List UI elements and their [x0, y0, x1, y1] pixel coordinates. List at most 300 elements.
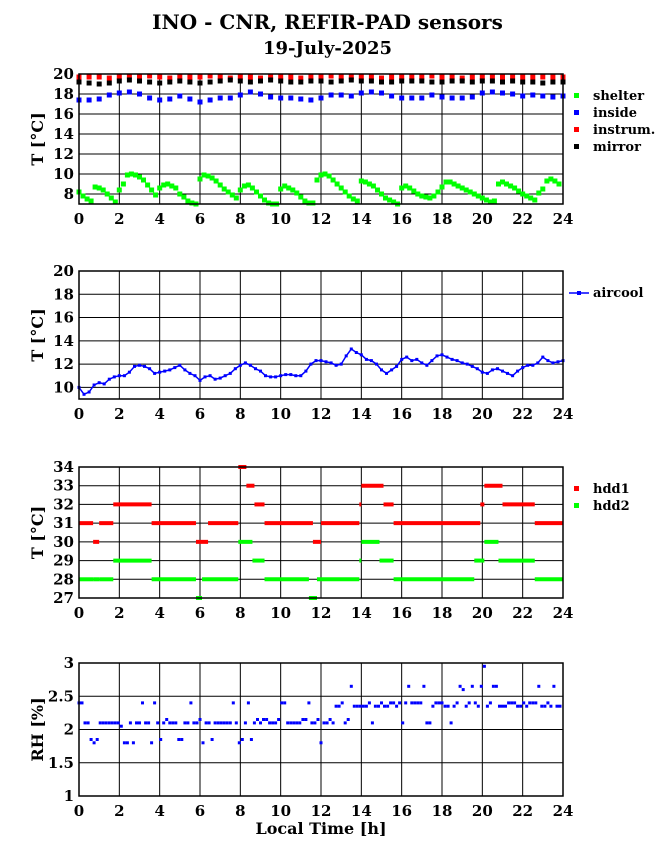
data-point	[194, 374, 197, 377]
data-point	[537, 685, 540, 688]
data-point	[277, 718, 280, 721]
panel-2	[28, 262, 643, 423]
data-point	[232, 701, 235, 704]
data-point	[178, 364, 181, 367]
data-point	[429, 93, 434, 98]
data-point	[107, 93, 112, 98]
data-point	[298, 97, 303, 102]
data-point	[530, 75, 535, 80]
data-point	[350, 348, 353, 351]
data-point	[476, 367, 479, 370]
data-point	[183, 721, 186, 724]
y-tick-label: 3	[63, 654, 74, 672]
data-point	[453, 705, 456, 708]
data-point	[268, 95, 273, 100]
data-point	[258, 79, 263, 84]
data-point	[208, 80, 213, 85]
data-point	[114, 721, 117, 724]
data-point	[395, 365, 398, 368]
data-point	[141, 178, 146, 183]
data-point	[149, 188, 154, 193]
data-point	[132, 741, 135, 744]
data-point	[211, 738, 214, 741]
data-point	[138, 364, 141, 367]
data-point	[208, 98, 213, 103]
x-tick-label: 12	[310, 210, 332, 228]
data-point	[557, 360, 560, 363]
data-point	[520, 75, 525, 80]
data-point	[338, 705, 341, 708]
data-point	[329, 93, 334, 98]
data-point	[374, 705, 377, 708]
data-point	[308, 98, 313, 103]
y-axis-label: T [°C]	[28, 112, 47, 166]
data-point	[500, 80, 505, 85]
data-point	[137, 79, 142, 84]
data-point	[108, 378, 111, 381]
legend	[574, 89, 655, 155]
data-point	[345, 354, 348, 357]
data-point	[126, 741, 129, 744]
data-point	[460, 96, 465, 101]
data-point	[409, 79, 414, 84]
data-point	[157, 75, 162, 80]
data-point	[234, 367, 237, 370]
data-point	[530, 93, 535, 98]
x-tick-label: 8	[235, 405, 246, 423]
data-point	[271, 721, 274, 724]
x-tick-label: 0	[73, 802, 85, 820]
x-tick-label: 0	[73, 604, 85, 622]
data-point	[419, 701, 422, 704]
data-point	[549, 705, 552, 708]
data-point	[87, 98, 92, 103]
data-point	[253, 721, 256, 724]
data-point	[339, 93, 344, 98]
data-point	[491, 368, 494, 371]
x-tick-label: 4	[154, 802, 165, 820]
data-point	[268, 78, 273, 83]
x-tick-label: 2	[114, 210, 125, 228]
data-point	[492, 685, 495, 688]
data-point	[520, 94, 525, 99]
data-point	[187, 75, 192, 80]
data-point	[163, 370, 166, 373]
data-point	[332, 721, 335, 724]
data-point	[399, 96, 404, 101]
data-point	[513, 701, 516, 704]
data-point	[390, 368, 393, 371]
data-point	[510, 92, 515, 97]
data-point	[93, 384, 96, 387]
data-point	[379, 91, 384, 96]
panel-4	[28, 654, 573, 838]
y-tick-label: 31	[53, 514, 74, 533]
data-point	[471, 685, 474, 688]
data-point	[120, 725, 123, 728]
data-point	[127, 90, 132, 95]
data-point	[425, 364, 428, 367]
y-tick-label: 1.5	[47, 753, 74, 772]
data-point	[234, 196, 239, 201]
data-point	[349, 94, 354, 99]
x-tick-label: 18	[431, 210, 453, 228]
data-point	[383, 705, 386, 708]
x-tick-label: 14	[350, 604, 372, 622]
legend-swatch	[574, 93, 579, 98]
data-point	[347, 718, 350, 721]
data-point	[148, 367, 151, 370]
legend	[574, 482, 630, 514]
data-point	[107, 76, 112, 81]
data-point	[510, 79, 515, 84]
data-point	[307, 701, 310, 704]
data-point	[380, 368, 383, 371]
data-point	[241, 738, 244, 741]
data-point	[189, 701, 192, 704]
y-tick-label: 14	[53, 125, 74, 143]
data-point	[492, 199, 497, 204]
data-point	[546, 701, 549, 704]
data-point	[128, 371, 131, 374]
data-point	[419, 79, 424, 84]
y-tick-label: 18	[53, 285, 74, 304]
data-point	[355, 351, 358, 354]
data-point	[398, 701, 401, 704]
legend-label: instrum.	[593, 123, 655, 138]
data-point	[274, 721, 277, 724]
data-point	[87, 75, 92, 80]
data-point	[127, 78, 132, 83]
data-point	[262, 718, 265, 721]
data-point	[496, 367, 499, 370]
data-point	[218, 96, 223, 101]
data-point	[456, 701, 459, 704]
data-point	[278, 96, 283, 101]
data-point	[490, 79, 495, 84]
data-point	[359, 705, 362, 708]
data-point	[480, 685, 483, 688]
data-point	[288, 75, 293, 80]
data-point	[369, 79, 374, 84]
y-axis-label: T [°C]	[28, 505, 47, 560]
data-point	[540, 81, 545, 86]
data-point	[238, 93, 243, 98]
data-point	[365, 358, 368, 361]
data-point	[465, 705, 468, 708]
data-point	[289, 721, 292, 724]
data-point	[359, 79, 364, 84]
x-tick-label: 14	[350, 802, 372, 820]
data-point	[532, 198, 537, 203]
data-point	[319, 79, 324, 84]
data-point	[301, 718, 304, 721]
legend-label: inside	[593, 106, 638, 121]
data-point	[133, 365, 136, 368]
data-point	[135, 721, 138, 724]
x-tick-label: 16	[391, 802, 413, 820]
x-tick-label: 16	[391, 210, 413, 228]
data-point	[389, 75, 394, 80]
data-point	[192, 721, 195, 724]
data-point	[404, 701, 407, 704]
data-point	[264, 374, 267, 377]
data-point	[480, 79, 485, 84]
data-point	[150, 741, 153, 744]
y-tick-label: 10	[53, 165, 74, 183]
data-point	[304, 718, 307, 721]
data-point	[153, 701, 156, 704]
data-point	[83, 393, 86, 396]
data-point	[97, 75, 102, 80]
x-tick-label: 22	[512, 604, 534, 622]
data-point	[434, 701, 437, 704]
data-point	[461, 361, 464, 364]
y-tick-label: 34	[53, 458, 74, 476]
data-point	[368, 701, 371, 704]
data-point	[129, 721, 132, 724]
data-point	[416, 701, 419, 704]
data-point	[540, 187, 545, 192]
data-point	[168, 721, 171, 724]
data-point	[239, 364, 242, 367]
data-point	[550, 80, 555, 85]
data-point	[198, 81, 203, 86]
data-point	[248, 75, 253, 80]
data-point	[377, 705, 380, 708]
data-point	[198, 75, 203, 80]
data-point	[559, 705, 562, 708]
data-point	[88, 391, 91, 394]
data-point	[97, 82, 102, 87]
data-point	[279, 374, 282, 377]
data-point	[419, 96, 424, 101]
data-point	[365, 705, 368, 708]
data-point	[223, 721, 226, 724]
data-point	[546, 359, 549, 362]
x-tick-label: 2	[114, 405, 125, 423]
data-point	[456, 359, 459, 362]
data-point	[486, 705, 489, 708]
x-tick-label: 22	[512, 210, 534, 228]
data-point	[89, 199, 94, 204]
data-point	[199, 379, 202, 382]
data-point	[256, 718, 259, 721]
data-point	[353, 705, 356, 708]
x-tick-label: 16	[391, 405, 413, 423]
data-point	[288, 96, 293, 101]
data-point	[447, 705, 450, 708]
data-point	[87, 81, 92, 86]
data-point	[540, 94, 545, 99]
data-point	[516, 370, 519, 373]
data-point	[462, 688, 465, 691]
data-point	[278, 79, 283, 84]
data-point	[489, 701, 492, 704]
legend-swatch	[574, 110, 579, 115]
data-point	[138, 721, 141, 724]
data-point	[292, 721, 295, 724]
data-point	[174, 721, 177, 724]
data-point	[204, 375, 207, 378]
data-point	[298, 80, 303, 85]
x-tick-label: 4	[154, 405, 165, 423]
x-tick-label: 18	[431, 802, 453, 820]
data-point	[143, 365, 146, 368]
data-point	[168, 368, 171, 371]
data-point	[446, 356, 449, 359]
data-point	[289, 373, 292, 376]
legend-label: shelter	[593, 89, 645, 104]
data-point	[87, 721, 90, 724]
data-point	[319, 96, 324, 101]
data-point	[519, 705, 522, 708]
data-point	[295, 721, 298, 724]
data-point	[500, 91, 505, 96]
data-point	[123, 741, 126, 744]
data-point	[389, 80, 394, 85]
y-tick-label: 12	[53, 355, 74, 374]
data-point	[177, 738, 180, 741]
data-point	[550, 75, 555, 80]
data-point	[299, 374, 302, 377]
y-tick-label: 20	[53, 262, 74, 280]
data-point	[409, 96, 414, 101]
y-tick-label: 29	[53, 551, 74, 570]
data-point	[410, 701, 413, 704]
data-point	[480, 91, 485, 96]
data-point	[84, 721, 87, 724]
data-point	[422, 685, 425, 688]
data-point	[90, 738, 93, 741]
data-point	[490, 90, 495, 95]
data-point	[156, 721, 159, 724]
data-point	[356, 705, 359, 708]
data-point	[370, 359, 373, 362]
panel-3	[28, 458, 630, 622]
data-point	[405, 356, 408, 359]
data-point	[389, 701, 392, 704]
data-point	[173, 366, 176, 369]
data-point	[108, 721, 111, 724]
data-point	[450, 96, 455, 101]
data-point	[510, 701, 513, 704]
x-tick-label: 8	[235, 210, 246, 228]
data-point	[235, 721, 238, 724]
data-point	[400, 358, 403, 361]
data-point	[113, 375, 116, 378]
data-point	[320, 359, 323, 362]
data-point	[177, 79, 182, 84]
data-point	[218, 79, 223, 84]
data-point	[486, 372, 489, 375]
data-point	[308, 79, 313, 84]
data-point	[501, 705, 504, 708]
data-point	[451, 358, 454, 361]
chart-title: INO - CNR, REFIR-PAD sensors	[152, 10, 503, 34]
data-point	[219, 377, 222, 380]
data-point	[401, 721, 404, 724]
data-point	[274, 375, 277, 378]
y-tick-label: 14	[53, 331, 74, 350]
data-point	[531, 701, 534, 704]
data-point	[450, 79, 455, 84]
data-point	[199, 718, 202, 721]
data-point	[483, 665, 486, 668]
data-point	[99, 721, 102, 724]
data-point	[214, 721, 217, 724]
data-point	[495, 685, 498, 688]
data-point	[294, 374, 297, 377]
data-point	[248, 90, 253, 95]
data-point	[268, 721, 271, 724]
x-tick-label: 0	[73, 210, 85, 228]
x-tick-label: 4	[154, 604, 165, 622]
data-point	[187, 97, 192, 102]
data-point	[528, 701, 531, 704]
x-tick-label: 6	[194, 210, 206, 228]
data-point	[117, 721, 120, 724]
data-point	[522, 701, 525, 704]
data-point	[173, 186, 178, 191]
legend-label: hdd1	[593, 482, 630, 497]
data-point	[317, 718, 320, 721]
data-point	[470, 80, 475, 85]
data-point	[450, 721, 453, 724]
x-tick-label: 8	[235, 802, 246, 820]
data-point	[117, 91, 122, 96]
legend-label: mirror	[593, 140, 641, 155]
data-point	[167, 97, 172, 102]
x-tick-label: 8	[235, 604, 246, 622]
x-tick-label: 24	[552, 802, 574, 820]
data-point	[229, 372, 232, 375]
x-tick-label: 20	[471, 802, 493, 820]
y-tick-label: 32	[53, 495, 74, 514]
data-point	[392, 701, 395, 704]
data-point	[459, 685, 462, 688]
data-point	[147, 80, 152, 85]
data-point	[395, 705, 398, 708]
y-tick-label: 18	[53, 85, 74, 103]
data-point	[326, 721, 329, 724]
chart-subtitle: 19-July-2025	[263, 38, 392, 59]
x-tick-label: 24	[552, 604, 574, 622]
legend-swatch	[577, 291, 581, 295]
data-point	[265, 718, 268, 721]
data-point	[474, 701, 477, 704]
x-tick-label: 6	[194, 802, 206, 820]
data-point	[501, 370, 504, 373]
y-tick-label: 33	[53, 476, 74, 495]
data-point	[165, 718, 168, 721]
legend-label: aircool	[593, 286, 644, 301]
data-point	[107, 81, 112, 86]
legend-label: hdd2	[593, 499, 630, 514]
data-point	[259, 721, 262, 724]
data-point	[217, 721, 220, 724]
x-tick-label: 12	[310, 405, 332, 423]
data-point	[310, 721, 313, 724]
data-point	[425, 721, 428, 724]
data-point	[157, 98, 162, 103]
x-tick-label: 6	[194, 405, 206, 423]
y-axis-label: RH [%]	[28, 697, 47, 762]
panel-1	[28, 65, 655, 228]
data-point	[315, 359, 318, 362]
x-tick-label: 14	[350, 405, 372, 423]
legend	[569, 286, 643, 301]
